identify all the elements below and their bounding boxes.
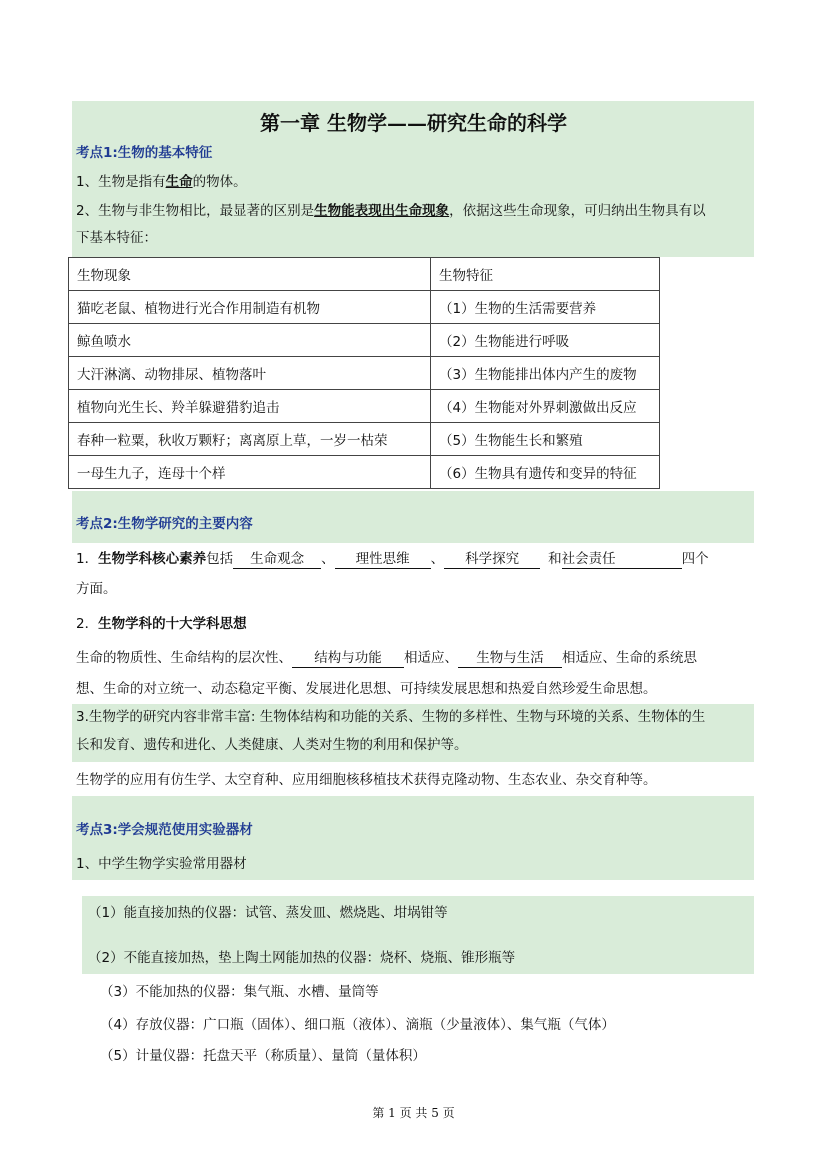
table-row (69, 456, 660, 489)
table-row (69, 291, 660, 324)
equipment-item: （4）存放仪器：广口瓶（固体）、细口瓶（液体）、滴瓶（少量液体）、集气瓶（气体） (100, 1017, 615, 1033)
kp2-p2-label: 生物学科的十大学科思想 (98, 616, 247, 632)
equipment-item: （5）计量仪器：托盘天平（称质量）、量筒（量体积） (100, 1048, 426, 1064)
kp1-line2-post: ，依据这些生命现象，可归纳出生物具有以 (449, 203, 706, 219)
table-row (69, 324, 660, 357)
table-cell: （2）生物能进行呼吸 (431, 324, 660, 357)
kp1-line1 (76, 172, 247, 192)
kp2-heading: 考点2:生物学研究的主要内容 (76, 516, 253, 532)
kp2-p3-line1: 3.生物学的研究内容非常丰富: 生物体结构和功能的关系、生物的多样性、生物与环境的关系、生物体的生 (76, 709, 706, 725)
table-row (69, 390, 660, 423)
kp2-p1-line1 (76, 549, 709, 569)
page-title: 第一章 生物学——研究生命的科学 (260, 111, 567, 135)
characteristics-table (68, 257, 660, 489)
equipment-item: （1）能直接加热的仪器：试管、蒸发皿、燃烧匙、坩埚钳等 (88, 905, 448, 921)
kp2-p1-label: 生物学科核心素养 (98, 551, 207, 567)
kp3-heading: 考点3:学会规范使用实验器材 (76, 822, 253, 838)
table-cell: 春种一粒粟，秋收万颗籽；离离原上草，一岁一枯荣 (69, 423, 431, 456)
blank-scientific-inquiry: 科学探究 (444, 550, 540, 569)
kp2-p2-l1-post: 相适应、生命的系统思 (562, 650, 697, 666)
table-cell: （4）生物能对外界刺激做出反应 (431, 390, 660, 423)
kp3-sub: 1、中学生物学实验常用器材 (76, 856, 247, 872)
kp2-p2-l1-mid: 相适应、 (404, 650, 458, 666)
kp1-line1-pre: 1、生物是指有 (76, 174, 166, 190)
kp2-p1-line2: 方面。 (76, 581, 117, 597)
kp2-p2-heading (76, 614, 247, 634)
kp2-p2-line2: 想、生命的对立统一、动态稳定平衡、发展进化思想、可持续发展思想和热爱自然珍爱生命思想。 (76, 681, 657, 697)
page-footer: 第 1 页 共 5 页 (372, 1106, 455, 1120)
kp2-p2-num: 2． (76, 616, 99, 632)
kp2-p1-and: 和 (548, 551, 562, 567)
table-cell: （5）生物能生长和繁殖 (431, 423, 660, 456)
kp1-line3: 下基本特征： (76, 230, 157, 246)
table-header-row (69, 258, 660, 291)
table-header-phenomenon: 生物现象 (69, 258, 431, 291)
kp1-line1-post: 的物体。 (192, 174, 247, 190)
table-cell: 猫吃老鼠、植物进行光合作用制造有机物 (69, 291, 431, 324)
table-row (69, 423, 660, 456)
table-cell: （1）生物的生活需要营养 (431, 291, 660, 324)
equipment-item: （3）不能加热的仪器：集气瓶、水槽、量筒等 (100, 984, 379, 1000)
kp1-line2-em: 生物能表现出生命现象 (314, 203, 450, 219)
table-header-feature: 生物特征 (431, 258, 660, 291)
kp2-p2-line1 (76, 648, 697, 668)
kp2-p4: 生物学的应用有仿生学、太空育种、应用细胞核移植技术获得克隆动物、生态农业、杂交育种等。 (76, 772, 657, 788)
blank-life-concept: 生命观念 (233, 550, 321, 569)
kp1-line2-pre: 2、生物与非生物相比，最显著的区别是 (76, 203, 315, 219)
kp2-p1-pre: 包括 (206, 551, 234, 567)
kp2-p1-sep: 、 (430, 551, 445, 567)
table-cell: 大汗淋漓、动物排尿、植物落叶 (69, 357, 431, 390)
kp2-p1-num: 1． (76, 551, 99, 567)
blank-structure-function: 结构与功能 (292, 649, 404, 668)
kp1-line2 (76, 201, 706, 221)
table-cell: （3）生物能排出体内产生的废物 (431, 357, 660, 390)
kp2-p1-sep: 、 (321, 551, 335, 567)
equipment-item: （2）不能直接加热，垫上陶土网能加热的仪器：烧杯、烧瓶、锥形瓶等 (88, 950, 516, 966)
blank-rational-thinking: 理性思维 (335, 550, 431, 569)
table-cell: 鲸鱼喷水 (69, 324, 431, 357)
kp2-p1-post: 四个 (681, 551, 709, 567)
kp1-heading: 考点1:生物的基本特征 (76, 145, 213, 161)
table-cell: 植物向光生长、羚羊躲避猎豹追击 (69, 390, 431, 423)
kp2-p2-l1-pre: 生命的物质性、生命结构的层次性、 (76, 650, 292, 666)
table-row (69, 357, 660, 390)
table-cell: （6）生物具有遗传和变异的特征 (431, 456, 660, 489)
blank-social-responsibility: 社会责任 (562, 550, 682, 569)
blank-organism-life: 生物与生活 (458, 649, 562, 668)
kp2-p3-line2: 长和发育、遗传和进化、人类健康、人类对生物的利用和保护等。 (76, 737, 468, 753)
kp1-line1-em: 生命 (165, 174, 193, 190)
table-cell: 一母生九子，连母十个样 (69, 456, 431, 489)
